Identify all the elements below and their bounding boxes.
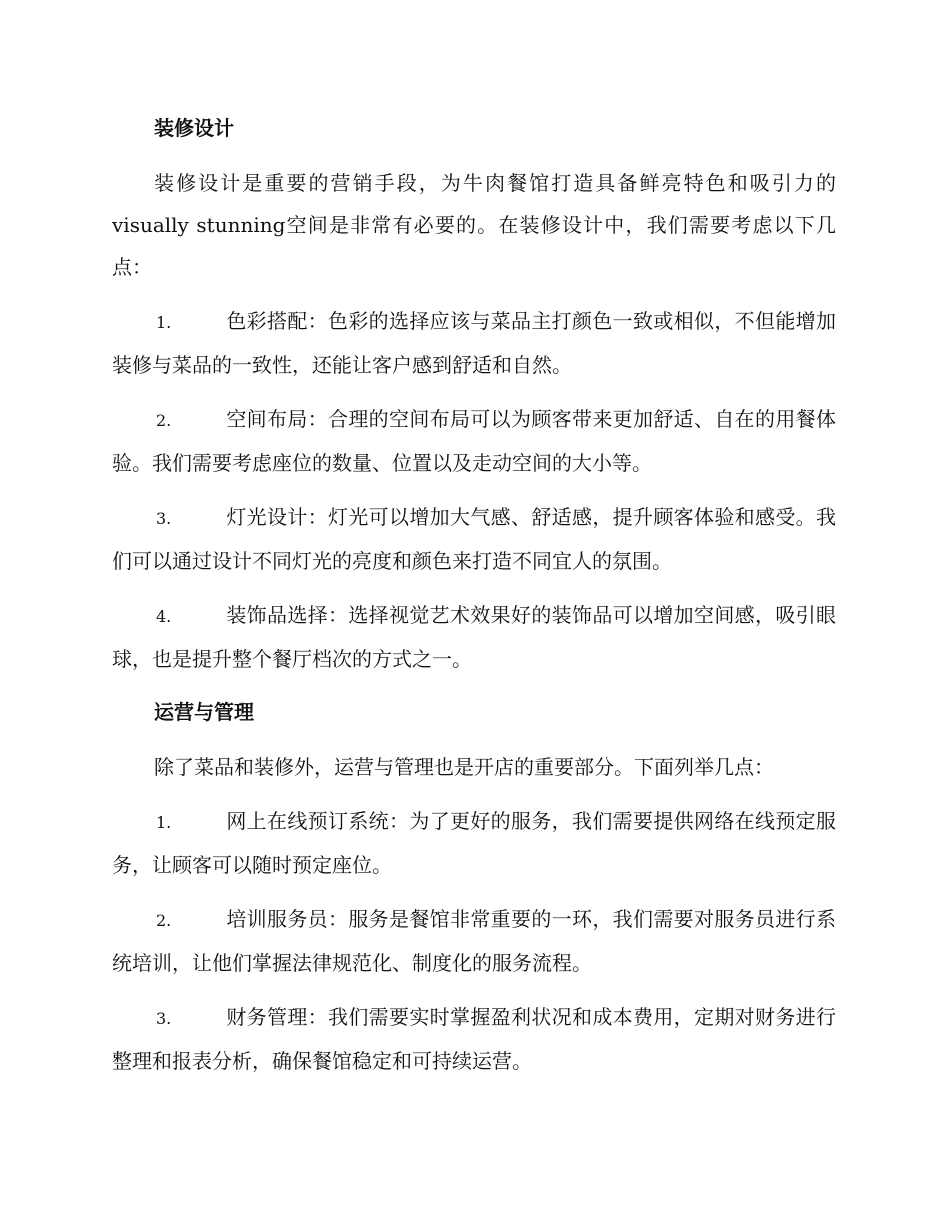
list-item-number: 1. <box>156 813 172 832</box>
list-item-text: 财务管理：我们需要实时掌握盈利状况和成本费用，定期对财务进行整理和报表分析，确保餐馆稳定和可持续运营。 <box>112 1005 836 1073</box>
list-item-text: 空间布局：合理的空间布局可以为顾客带来更加舒适、自在的用餐体验。我们需要考虑座位的数量、位置以及走动空间的大小等。 <box>112 407 836 475</box>
list-item <box>112 996 836 1082</box>
list-item-text: 网上在线预订系统：为了更好的服务，我们需要提供网络在线预定服务，让顾客可以随时预定座位。 <box>112 809 836 877</box>
list-item <box>112 594 836 680</box>
list-item-number: 1. <box>156 313 172 332</box>
list-item-text: 培训服务员：服务是餐馆非常重要的一环，我们需要对服务员进行系统培训，让他们掌握法律规范化、制度化的服务流程。 <box>112 907 836 975</box>
list-item <box>112 898 836 984</box>
section-heading: 装修设计 <box>154 116 234 140</box>
section-operations <box>112 692 836 1082</box>
list-item <box>112 300 836 386</box>
list-item-text: 色彩搭配：色彩的选择应该与菜品主打颜色一致或相似，不但能增加装修与菜品的一致性，还能让客户感到舒适和自然。 <box>112 309 836 377</box>
list-item <box>112 800 836 886</box>
section-intro: 装修设计是重要的营销手段，为牛肉餐馆打造具备鲜亮特色和吸引力的visually stunning空间是非常有必要的。在装修设计中，我们需要考虑以下几点： <box>112 171 836 279</box>
list-item-number: 2. <box>156 411 172 430</box>
list-item-text: 装饰品选择：选择视觉艺术效果好的装饰品可以增加空间感，吸引眼球，也是提升整个餐厅档次的方式之一。 <box>112 603 836 671</box>
list-item-number: 3. <box>156 1009 172 1028</box>
list-item-number: 2. <box>156 911 172 930</box>
section-decoration <box>112 108 836 680</box>
list-item <box>112 398 836 484</box>
list-item-number: 3. <box>156 509 172 528</box>
list-item-number: 4. <box>156 607 172 626</box>
section-heading: 运营与管理 <box>154 700 254 724</box>
list-item <box>112 496 836 582</box>
section-intro: 除了菜品和装修外，运营与管理也是开店的重要部分。下面列举几点： <box>154 755 774 779</box>
list-item-text: 灯光设计：灯光可以增加大气感、舒适感，提升顾客体验和感受。我们可以通过设计不同灯光的亮度和颜色来打造不同宜人的氛围。 <box>112 505 836 573</box>
